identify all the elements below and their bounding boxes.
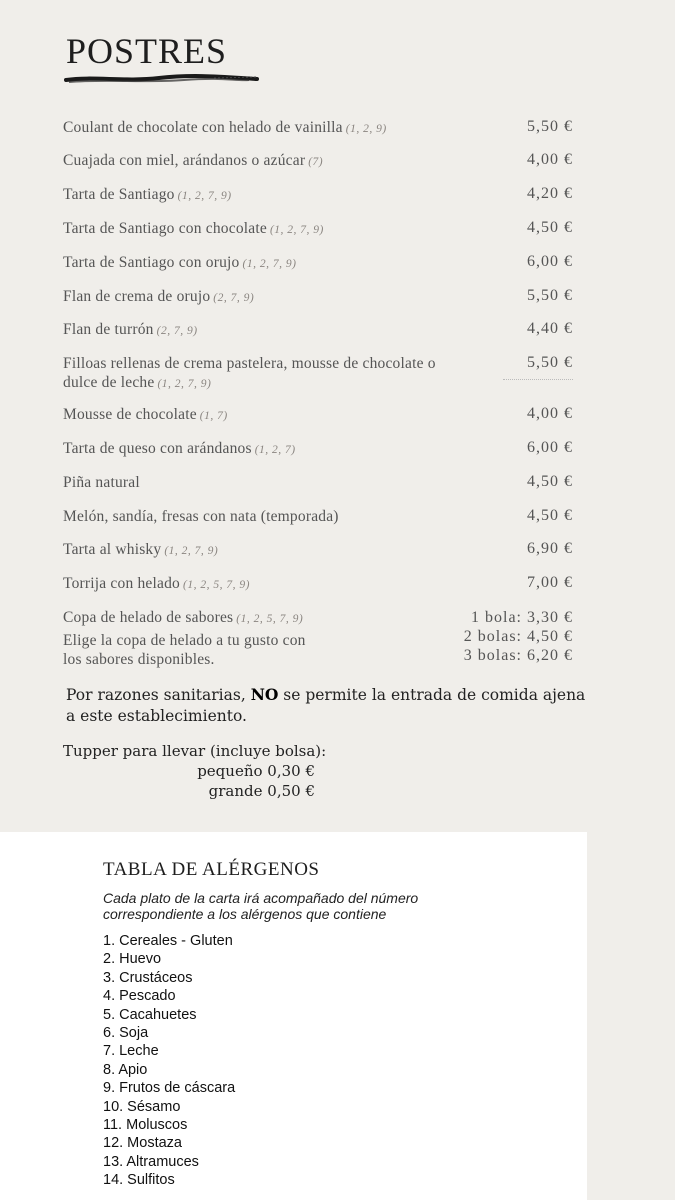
item-name: Cuajada con miel, arándanos o azúcar [63, 152, 306, 169]
allergen-item: 11. Moluscos [103, 1117, 188, 1134]
item-price: 4,20 € [527, 185, 573, 202]
item-allergens: (2, 7, 9) [213, 292, 255, 304]
brush-stroke-underline [64, 72, 259, 86]
item-allergens: (1, 2, 7, 9) [164, 545, 219, 557]
menu-item [63, 540, 573, 561]
copa-price: 2 bolas: 4,50 € [463, 628, 573, 645]
allergen-list [103, 932, 235, 1190]
item-name: Piña natural [63, 474, 140, 491]
item-name: Tarta de Santiago [63, 186, 175, 203]
item-price: 6,00 € [527, 253, 573, 270]
allergen-table [0, 832, 587, 1200]
allergen-item: 13. Altramuces [103, 1153, 199, 1170]
item-price: 5,50 € [527, 287, 573, 304]
item-name: Tarta al whisky [63, 541, 162, 558]
allergen-item: 12. Mostaza [103, 1135, 182, 1152]
item-name: Flan de turrón [63, 321, 154, 338]
item-name: Filloas rellenas de crema pastelera, mousse de chocolate o dulce de leche [63, 355, 436, 391]
dotted-leader [503, 379, 573, 380]
menu-item [63, 253, 573, 274]
tupper-small-price: pequeño 0,30 € [197, 762, 315, 780]
item-allergens: (1, 2, 5, 7, 9) [236, 613, 304, 625]
allergen-item: 10. Sésamo [103, 1098, 181, 1115]
menu-item [63, 287, 573, 308]
item-allergens: (1, 2, 5, 7, 9) [183, 579, 250, 591]
allergen-item: 2. Huevo [103, 951, 162, 968]
item-price: 4,50 € [527, 507, 573, 524]
menu-item [63, 473, 573, 494]
tupper-info [63, 741, 326, 801]
menu-title: POSTRES [66, 31, 228, 71]
copa-description-line: Elige la copa de helado a tu gusto con [63, 632, 306, 649]
copa-price: 3 bolas: 6,20 € [463, 647, 573, 664]
menu-item [63, 320, 573, 341]
item-allergens: (7) [308, 156, 324, 168]
menu-item [63, 439, 573, 460]
allergen-item: 1. Cereales - Gluten [103, 933, 233, 949]
item-name: Tarta de Santiago con chocolate [63, 220, 267, 237]
item-price: 4,00 € [527, 405, 573, 422]
item-price: 5,50 € [527, 354, 573, 371]
item-name: Flan de crema de orujo [63, 288, 211, 305]
menu-item [63, 574, 573, 595]
item-allergens: (1, 2, 7, 9) [242, 258, 297, 270]
notice-emphasis: NO [250, 685, 279, 704]
tupper-large-price: grande 0,50 € [208, 782, 315, 800]
allergen-item: 5. Cacahuetes [103, 1006, 197, 1023]
allergen-item: 14. Sulfitos [103, 1172, 175, 1189]
allergen-item: 7. Leche [103, 1043, 159, 1060]
allergen-item: 9. Frutos de cáscara [103, 1080, 236, 1097]
menu-item [63, 354, 573, 394]
copa-description-line: los sabores disponibles. [63, 651, 215, 668]
item-allergens: (2, 7, 9) [156, 325, 198, 337]
item-name: Tarta de Santiago con orujo [63, 254, 240, 271]
item-allergens: (1, 2, 7, 9) [269, 224, 324, 236]
allergen-item: 6. Soja [103, 1025, 149, 1042]
item-price: 6,00 € [527, 439, 573, 456]
menu-item [63, 507, 573, 528]
item-price: 7,00 € [527, 574, 573, 591]
item-name: Torrija con helado [63, 575, 180, 592]
item-allergens: (1, 2, 7, 9) [177, 190, 232, 202]
item-name: Mousse de chocolate [63, 406, 197, 423]
allergen-description: Cada plato de la carta irá acompañado del número correspondiente a los alérgenos que contiene [103, 890, 419, 922]
item-allergens: (1, 2, 7, 9) [157, 378, 212, 390]
item-name: Tarta de queso con arándanos [63, 440, 252, 457]
ice-cream-cup-item [63, 608, 573, 669]
allergen-title: TABLA DE ALÉRGENOS [103, 859, 320, 880]
item-price: 4,50 € [527, 473, 573, 490]
item-allergens: (1, 2, 7) [254, 444, 296, 456]
item-price: 6,90 € [527, 540, 573, 557]
item-allergens: (1, 2, 9) [345, 123, 387, 135]
item-price: 5,50 € [527, 118, 573, 135]
allergen-item: 3. Crustáceos [103, 969, 193, 986]
food-notice: Por razones sanitarias, NO se permite la entrada de comida ajena a este establecimiento. [66, 685, 586, 725]
item-name: Melón, sandía, fresas con nata (temporada) [63, 508, 339, 525]
allergen-item: 4. Pescado [103, 988, 176, 1005]
menu-item [63, 219, 573, 240]
copa-price: 1 bola: 3,30 € [471, 609, 573, 626]
menu-item [63, 185, 573, 206]
allergen-item: 8. Apio [103, 1061, 148, 1078]
tupper-label: Tupper para llevar (incluye bolsa): [63, 742, 327, 760]
menu-item [63, 405, 573, 426]
item-name: Coulant de chocolate con helado de vainilla [63, 119, 343, 136]
menu-item [63, 118, 573, 139]
menu-item [63, 151, 573, 172]
copa-prices [464, 608, 573, 665]
item-price: 4,00 € [527, 151, 573, 168]
item-price: 4,50 € [527, 219, 573, 236]
item-allergens: (1, 7) [199, 410, 228, 422]
item-name: Copa de helado de sabores [63, 609, 234, 626]
item-price: 4,40 € [527, 320, 573, 337]
